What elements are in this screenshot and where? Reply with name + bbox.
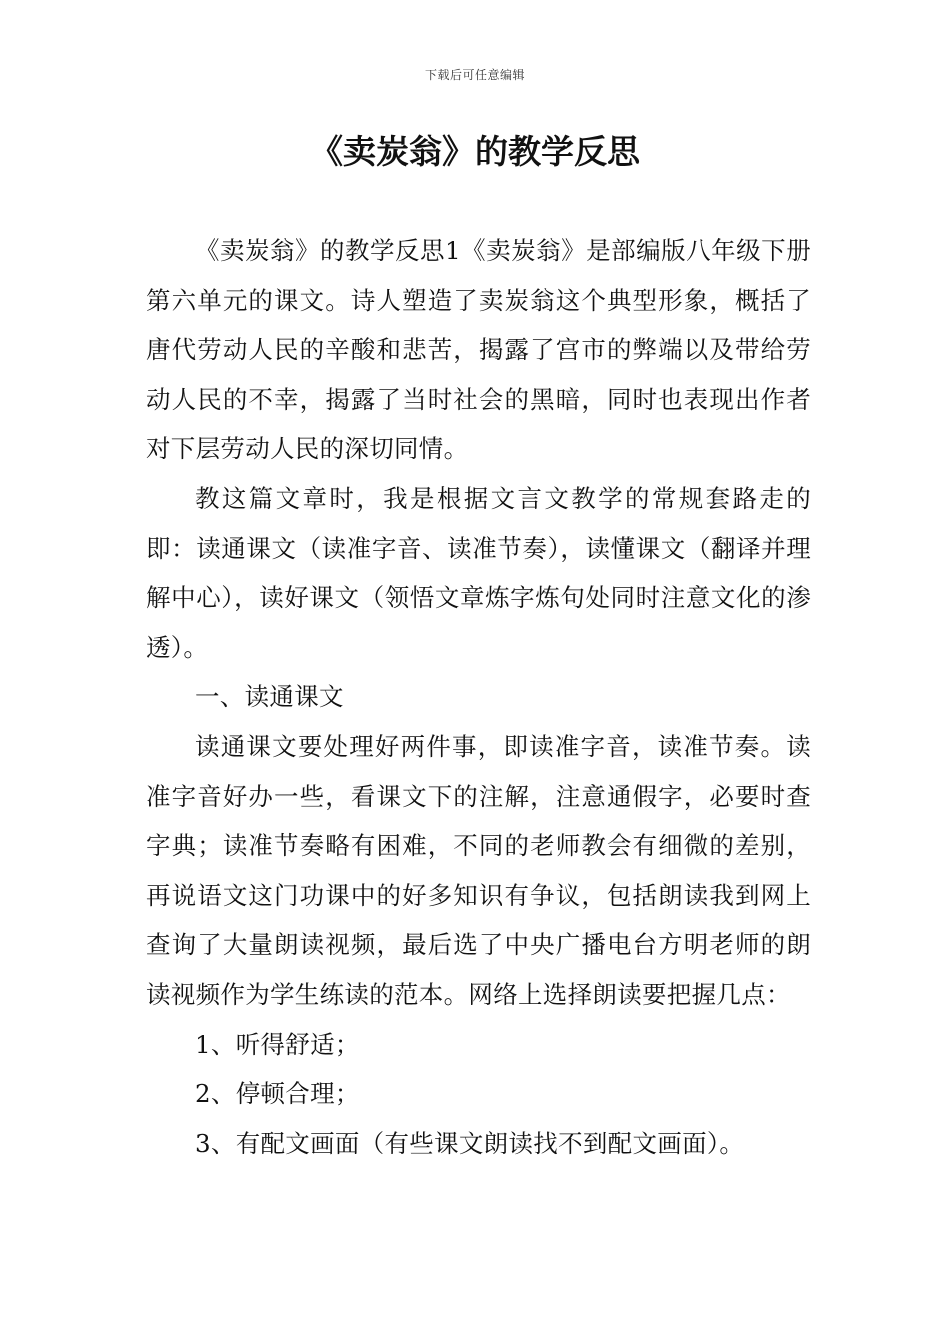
document-title: 《卖炭翁》的教学反思	[310, 132, 640, 171]
list-item-3: 3、有配文画面（有些课文朗读找不到配文画面）。	[195, 1128, 745, 1158]
paragraph-read-through: 读通课文要处理好两件事，即读准字音，读准节奏。读准字音好办一些，看课文下的注解，注意通假字，必要时查字典；读准节奏略有困难，不同的老师教会有细微的差别，再说语文这门功课中的好多知识有争议，包括朗读我到网上查询了大量朗读视频，最后选了中央广播电台方明老师的朗读视频作为学生练读的范本。网络上选择朗读要把握几点：	[146, 731, 811, 1009]
document-body	[146, 226, 811, 1168]
header-note: 下载后可任意编辑	[424, 68, 525, 82]
paragraph-intro: 《卖炭翁》的教学反思1《卖炭翁》是部编版八年级下册第六单元的课文。诗人塑造了卖炭翁这个典型形象，概括了唐代劳动人民的辛酸和悲苦，揭露了宫市的弊端以及带给劳动人民的不幸，揭露了当时社会的黑暗，同时也表现出作者对下层劳动人民的深切同情。	[146, 236, 811, 464]
list-item-1: 1、听得舒适；	[195, 1029, 360, 1059]
section-heading-read-through: 一、读通课文	[195, 682, 344, 712]
list-item-2: 2、停顿合理；	[195, 1079, 360, 1109]
paragraph-method: 教这篇文章时，我是根据文言文教学的常规套路走的即：读通课文（读准字音、读准节奏），读懂课文（翻译并理解中心），读好课文（领悟文章炼字炼句处同时注意文化的渗透）。	[146, 483, 811, 662]
